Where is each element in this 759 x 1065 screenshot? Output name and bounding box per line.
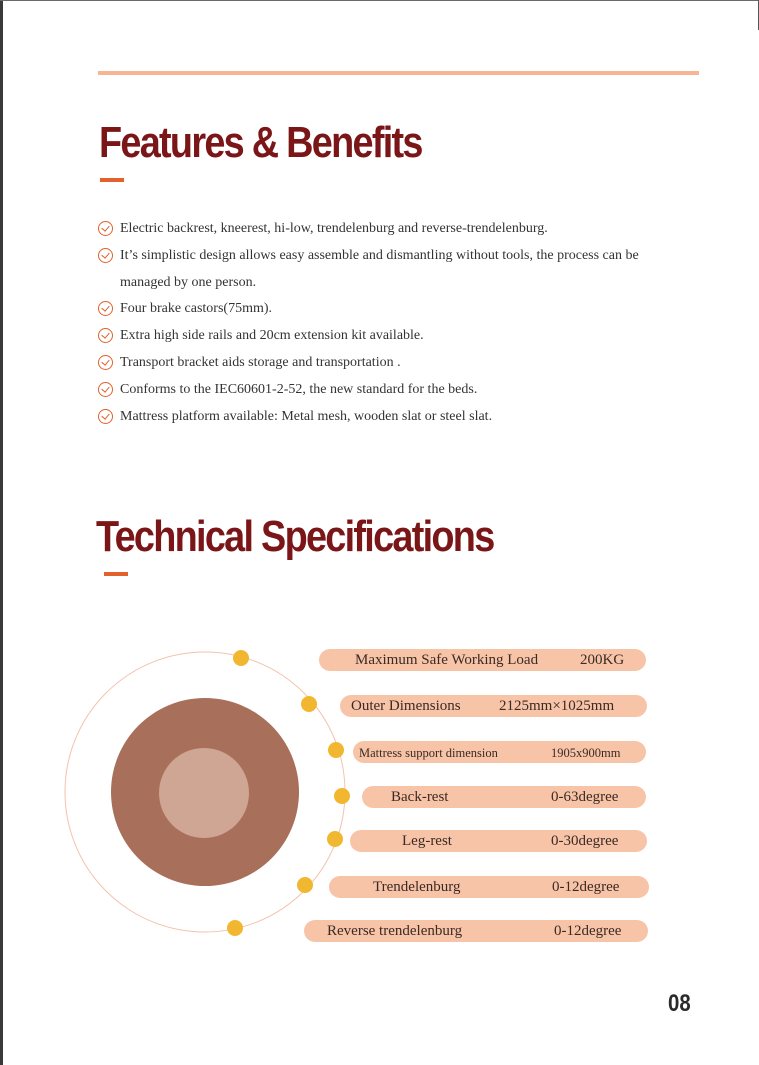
feature-text: Four brake castors(75mm).: [120, 301, 273, 317]
feature-text: Extra high side rails and 20cm extension kit available.: [120, 328, 424, 344]
spec-value: 0-12degree: [552, 879, 620, 895]
feature-text: Mattress platform available: Metal mesh, wooden slat or steel slat.: [120, 408, 493, 424]
spec-label: Mattress support dimension: [359, 746, 498, 760]
spec-label: Back-rest: [391, 789, 449, 805]
spec-value: 2125mm×1025mm: [499, 698, 615, 714]
spec-pill-outer-dimensions: [340, 695, 647, 717]
spec-label: Trendelenburg: [373, 879, 461, 895]
orbit-dot: [328, 742, 344, 758]
orbit-dot: [227, 920, 243, 936]
feature-text: Conforms to the IEC60601-2-52, the new standard for the beds.: [120, 381, 478, 397]
orbit-dot: [233, 650, 249, 666]
spec-pill-leg-rest: [350, 830, 647, 852]
orbit-dot: [297, 877, 313, 893]
spec-value: 200KG: [580, 652, 625, 668]
feature-text: It’s simplistic design allows easy assemble and dismantling without tools, the process can be managed by one person.: [120, 247, 639, 290]
spec-label: Outer Dimensions: [351, 698, 461, 714]
features-title: Features & Benefits: [99, 118, 422, 167]
spec-value: 0-12degree: [554, 923, 622, 939]
feature-text: Electric backrest, kneerest, hi-low, trendelenburg and reverse-trendelenburg.: [120, 221, 548, 236]
spec-pill-reverse-trendelenburg: [304, 920, 648, 942]
spec-label: Reverse trendelenburg: [327, 923, 463, 939]
spec-label: Leg-rest: [402, 833, 452, 849]
page-number: 08: [668, 990, 691, 1017]
spec-value: 0-30degree: [551, 833, 619, 849]
orbit-dot: [334, 788, 350, 804]
spec-value: 1905x900mm: [551, 746, 621, 760]
inner-disc: [159, 748, 249, 838]
spec-pill-back-rest: [362, 786, 646, 808]
spec-value: 0-63degree: [551, 789, 619, 805]
spec-pill-max-load: [319, 649, 646, 671]
orbit-dot: [301, 696, 317, 712]
spec-pill-trendelenburg: [329, 876, 649, 898]
spec-label: Maximum Safe Working Load: [355, 652, 539, 668]
orbit-dot: [327, 831, 343, 847]
spec-pill-mattress-support: [353, 741, 646, 763]
feature-text: Transport bracket aids storage and transportation .: [120, 354, 401, 370]
specs-title: Technical Specifications: [96, 512, 494, 561]
